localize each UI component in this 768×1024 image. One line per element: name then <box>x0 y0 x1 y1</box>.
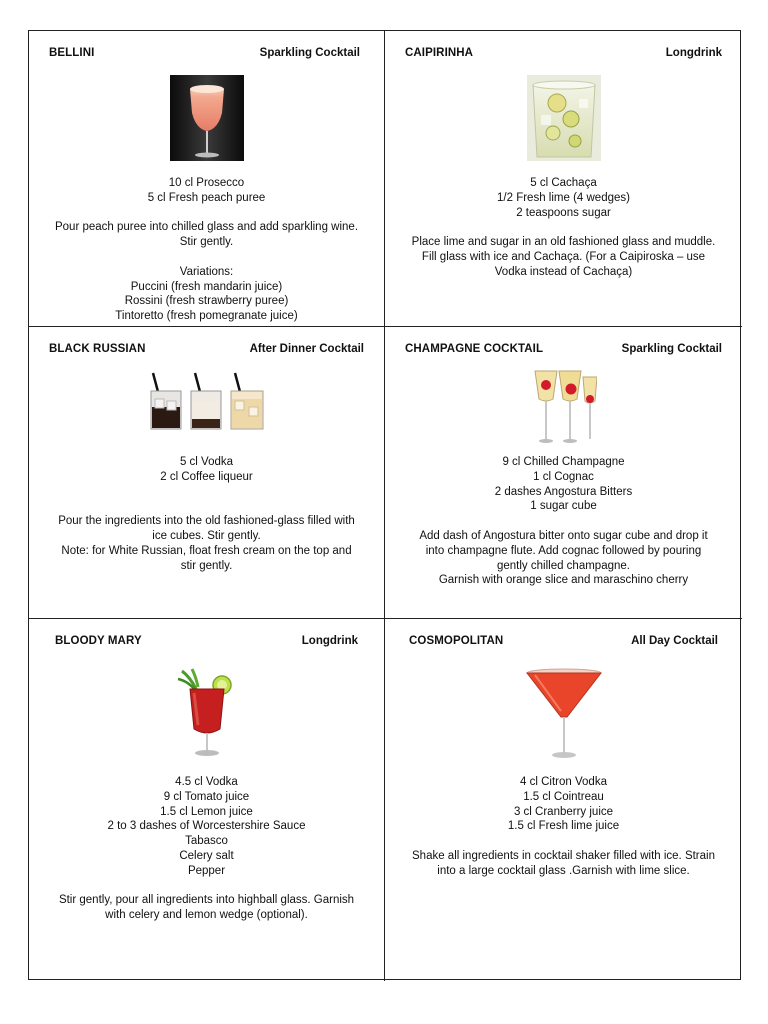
card-cosmopolitan <box>385 619 742 981</box>
ingredient: 1.5 cl Fresh lime juice <box>507 820 620 833</box>
ingredient: 1.5 cl Lemon juice <box>160 805 253 818</box>
ingredient: 2 dashes Angostura Bitters <box>494 485 633 498</box>
variation: Tintoretto (fresh pomegranate juice) <box>115 310 298 323</box>
ingredient: 5 cl Fresh peach puree <box>147 191 266 204</box>
card-header <box>55 635 358 647</box>
cocktail-category: Sparkling Cocktail <box>259 47 360 59</box>
recipe-body <box>35 176 378 324</box>
recipe-body <box>391 176 736 280</box>
card-header <box>409 635 718 647</box>
ingredient: 5 cl Vodka <box>179 456 234 468</box>
method-line: ice cubes. Stir gently. <box>152 529 261 542</box>
method-line: Stir gently, pour all ingredients into highball glass. Garnish <box>58 894 355 907</box>
variation: Puccini (fresh mandarin juice) <box>130 280 283 293</box>
card-header <box>49 343 364 355</box>
cocktail-card-grid <box>28 30 741 980</box>
method-line: Pour peach puree into chilled glass and add sparkling wine. <box>54 221 359 234</box>
cocktail-name: BLOODY MARY <box>55 635 142 647</box>
recipe-body <box>35 775 378 923</box>
card-champagne-cocktail <box>385 327 742 619</box>
ingredient: 3 cl Cranberry juice <box>513 805 614 818</box>
cocktail-name: CAIPIRINHA <box>405 47 474 59</box>
card-header <box>405 343 722 355</box>
ingredient: 2 cl Coffee liqueur <box>160 470 253 483</box>
method-line: Add dash of Angostura bitter onto sugar cube and drop it <box>419 529 708 542</box>
card-header <box>405 47 722 59</box>
cocktail-category: Longdrink <box>301 635 358 647</box>
ingredient: 2 teaspoons sugar <box>516 206 611 219</box>
recipe-body <box>391 775 736 879</box>
method-line: Shake all ingredients in cocktail shaker filled with ice. Strain <box>412 849 715 862</box>
bellini-glass-photo <box>170 75 244 161</box>
cocktail-category: Longdrink <box>665 47 722 59</box>
variation: Rossini (fresh strawberry puree) <box>124 295 289 308</box>
card-black-russian <box>29 327 385 619</box>
card-caipirinha <box>385 31 742 327</box>
caipirinha-glass-photo <box>527 75 601 161</box>
bloody-mary-glass-photo <box>176 667 238 759</box>
ingredient: Pepper <box>187 864 226 877</box>
method-line: with celery and lemon wedge (optional). <box>105 909 308 922</box>
method-line: stir gently. <box>180 559 233 572</box>
method-line: Fill glass with ice and Cachaça. (For a Caipiroska – use <box>421 250 706 263</box>
method-line: Note: for White Russian, float fresh cream on the top and <box>61 544 352 557</box>
cocktail-category: Sparkling Cocktail <box>621 343 722 355</box>
cosmopolitan-glass-photo <box>525 667 603 761</box>
card-bloody-mary <box>29 619 385 981</box>
ingredient: 1.5 cl Cointreau <box>523 790 604 803</box>
recipe-body <box>391 455 736 588</box>
ingredient: 4 cl Citron Vodka <box>520 776 607 788</box>
cocktail-name: CHAMPAGNE COCKTAIL <box>405 343 544 355</box>
ingredient: 10 cl Prosecco <box>168 177 245 189</box>
cocktail-category: After Dinner Cocktail <box>249 343 364 355</box>
ingredient: 9 cl Tomato juice <box>163 790 250 803</box>
cocktail-name: BLACK RUSSIAN <box>49 343 146 355</box>
ingredient: 1 sugar cube <box>530 500 597 513</box>
card-bellini <box>29 31 385 327</box>
method-line: Place lime and sugar in an old fashioned glass and muddle. <box>411 236 716 249</box>
cocktail-name: COSMOPOLITAN <box>409 635 504 647</box>
method-line: Pour the ingredients into the old fashioned-glass filled with <box>58 515 355 528</box>
ingredient: 4.5 cl Vodka <box>175 776 238 788</box>
cocktail-name: BELLINI <box>49 47 95 59</box>
black-russian-glasses-photo <box>145 369 269 433</box>
method-line: gently chilled champagne. <box>497 559 630 572</box>
variations-title: Variations: <box>179 265 234 278</box>
method-line: into a large cocktail glass .Garnish with lime slice. <box>437 864 690 877</box>
recipe-body <box>35 455 378 573</box>
method-line: into champagne flute. Add cognac followed by pouring <box>425 544 702 557</box>
cocktail-category: All Day Cocktail <box>631 635 718 647</box>
ingredient: 1 cl Cognac <box>533 470 594 483</box>
ingredient: 2 to 3 dashes of Worcestershire Sauce <box>107 820 306 833</box>
method-line: Vodka instead of Cachaça) <box>494 265 633 278</box>
card-header <box>49 47 364 59</box>
ingredient: Celery salt <box>179 849 234 862</box>
ingredient: Tabasco <box>185 835 228 848</box>
champagne-flutes-photo <box>531 369 597 445</box>
ingredient: 1/2 Fresh lime (4 wedges) <box>497 191 630 204</box>
ingredient: 9 cl Chilled Champagne <box>502 456 625 468</box>
method-line: Stir gently. <box>179 236 234 249</box>
ingredient: 5 cl Cachaça <box>530 177 597 189</box>
method-line: Garnish with orange slice and maraschino cherry <box>438 574 689 587</box>
